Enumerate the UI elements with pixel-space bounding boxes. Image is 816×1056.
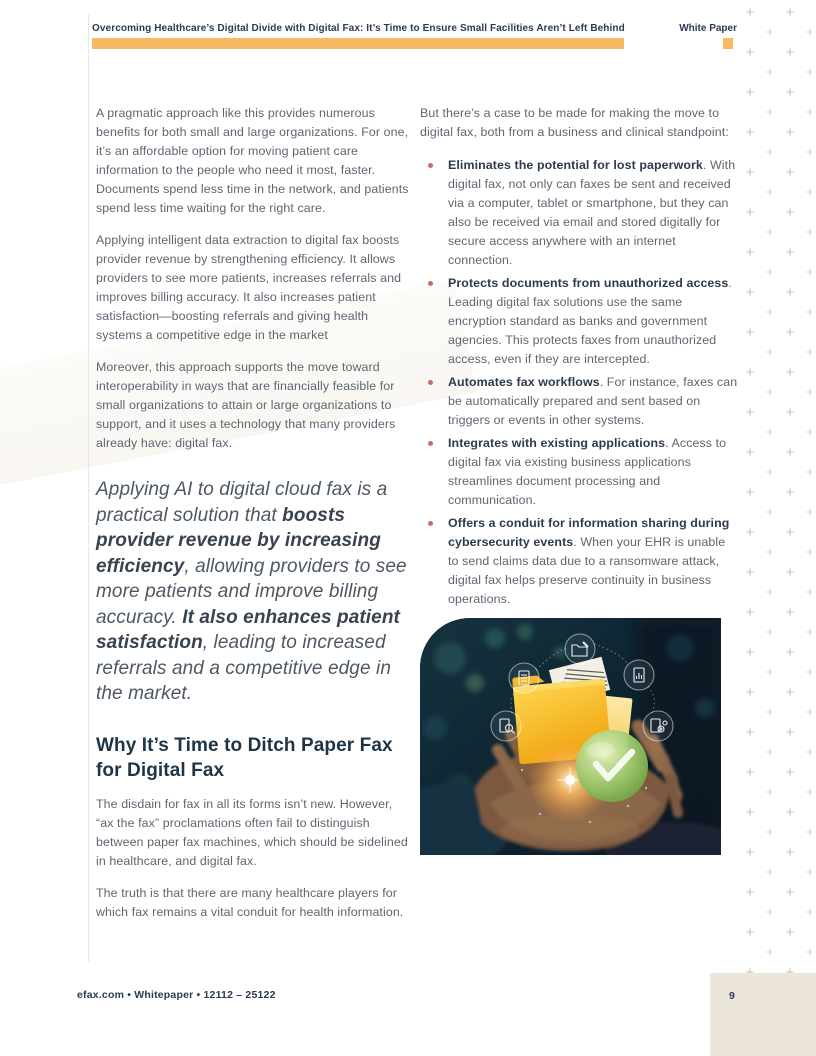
running-header-title: Overcoming Healthcare’s Digital Divide with Digital Fax: It’s Time to Ensure Small Facilities Aren’t Left Behind [92,23,625,34]
plus-pattern-decoration [738,0,816,1056]
paragraph: The truth is that there are many healthcare players for which fax remains a vital conduit for health information. [96,885,404,919]
list-item [420,156,738,270]
benefits-list [420,156,738,609]
list-item [420,274,738,369]
quote-bold-text: It also enhances patient satisfaction [96,606,400,653]
quote-text: , leading to increased referrals and a competitive edge in the market. [96,632,391,704]
gear-document-icon [643,711,673,741]
list-item [420,514,738,609]
paragraph: The disdain for fax in all its forms isn’t new. However, “ax the fax” proclamations often fail to distinguish between paper fax machines, which should be sidelined in healthcare, and digital fax. [96,796,408,868]
chart-document-icon [624,660,654,690]
bullet-text: . Leading digital fax solutions use the same encryption standard as banks and government agencies. This protects faxes from unauthorized access, even if they are intercepted. [448,276,732,366]
bullet-dot [428,163,433,168]
doc-type-label: White Paper [679,23,737,34]
bullet-lead: Offers a conduit for information sharing during cybersecurity events [448,516,730,549]
bullet-lead: Integrates with existing applications [448,436,666,450]
paragraph: A pragmatic approach like this provides numerous benefits for both small and large organizations. For one, it’s an affordable option for moving patient care information to the people who need it most, faster. Documents spend less time in the network, and patients spend less time waiting for the right care. [96,106,409,215]
bullet-text: . With digital fax, not only can faxes be sent and received via a computer, tablet or smartphone, but they can also be received via email and stored digitally for secure access anywhere with an internet connection. [448,158,736,267]
right-column [420,104,738,613]
quote-bold-text: boosts provider revenue by increasing efficiency [96,504,381,577]
list-item [420,373,738,430]
hands-holding-documents-photo [420,618,721,855]
quote-text: Applying AI to digital cloud fax is a practical solution that [96,479,388,526]
quote-text: , allowing providers to see more patients and improve billing accuracy. [96,555,407,628]
pull-quote [96,477,412,707]
left-column [96,104,412,935]
folder-edit-icon [565,634,595,664]
section-heading: Why It’s Time to Ditch Paper Fax for Digital Fax [96,734,393,781]
search-document-icon [491,711,521,741]
check-icon [576,730,648,802]
bullet-lead: Eliminates the potential for lost paperwork [448,158,703,172]
page-number-panel [710,973,816,1056]
page-number: 9 [729,990,735,1002]
paragraph: But there’s a case to be made for making the move to digital fax, both from a business and clinical standpoint: [420,106,729,139]
bullet-dot [428,521,433,526]
list-item [420,434,738,510]
bullet-text: . Access to digital fax via existing business applications streamlines document processing and communication. [448,436,727,507]
paragraph: Applying intelligent data extraction to digital fax boosts provider revenue by strengthening efficiency. It allows providers to see more patients, increases referrals and improves billing accuracy. It also increases patient satisfaction—boosting referrals and giving health systems a competitive edge in the market [96,233,402,342]
paragraph: Moreover, this approach supports the move toward interoperability in ways that are financially feasible for small organizations to attain or large organizations to support, and it uses a technology that many providers already have: digital fax. [96,360,396,450]
document-icon [509,663,539,693]
bullet-text: . For instance, faxes can be automatically prepared and sent based on triggers or events in other systems. [448,375,738,427]
bullet-dot [428,441,433,446]
bullet-text: . When your EHR is unable to send claims data due to a ransomware attack, digital fax helps preserve continuity in business operations. [448,535,726,606]
bullet-dot [428,281,433,286]
bullet-dot [428,380,433,385]
left-rule-divider [88,14,89,962]
footer-text: efax.com • Whitepaper • 12112 – 25122 [77,989,276,1001]
bullet-lead: Protects documents from unauthorized access [448,276,729,290]
accent-square [723,38,733,49]
bullet-lead: Automates fax workflows [448,375,600,389]
accent-bar [92,38,624,49]
